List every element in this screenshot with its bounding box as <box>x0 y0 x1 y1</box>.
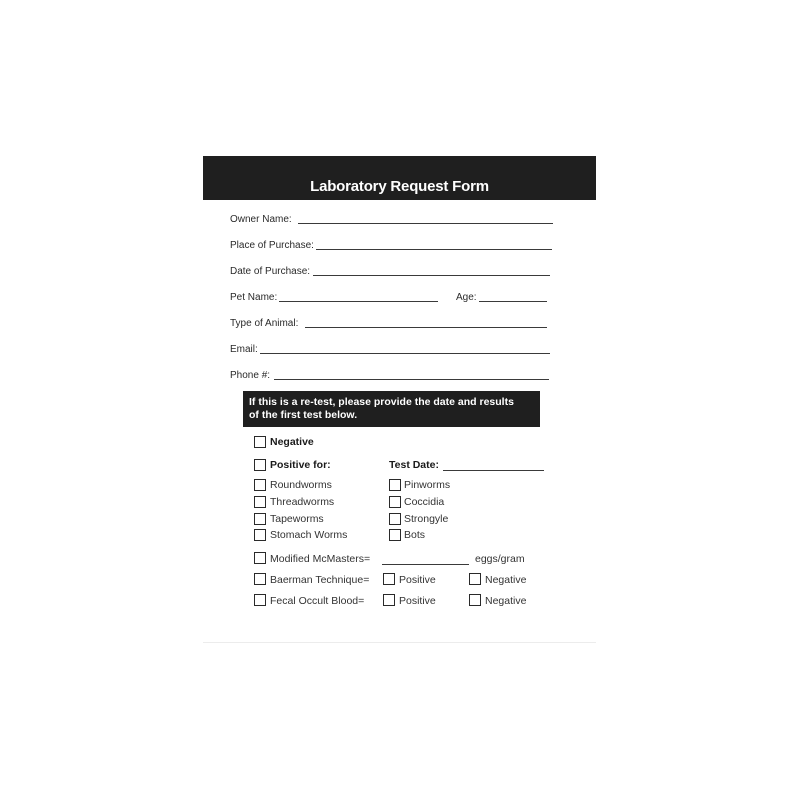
lab-request-form <box>203 156 596 643</box>
form-title: Laboratory Request Form <box>310 178 489 195</box>
type-of-animal-field[interactable] <box>305 327 547 328</box>
parasite-label: Bots <box>404 529 426 541</box>
parasite-label: Stomach Worms <box>270 529 348 541</box>
date-of-purchase-field[interactable] <box>313 275 550 276</box>
fecal-occult-checkbox[interactable] <box>254 594 266 606</box>
baerman-negative-checkbox[interactable] <box>469 573 481 585</box>
modified-mcmasters-label: Modified McMasters= <box>270 553 371 565</box>
stomach-worms-checkbox[interactable] <box>254 529 266 541</box>
age-label: Age: <box>456 292 477 303</box>
phone-label: Phone #: <box>230 370 271 381</box>
negative-label: Negative <box>270 436 314 448</box>
baerman-checkbox[interactable] <box>254 573 266 585</box>
place-of-purchase-label: Place of Purchase: <box>230 240 314 251</box>
fecal-occult-negative-label: Negative <box>485 595 527 607</box>
mcmasters-value-field[interactable] <box>382 564 469 565</box>
phone-field[interactable] <box>274 379 549 380</box>
date-of-purchase-label: Date of Purchase: <box>230 266 311 277</box>
parasite-label: Roundworms <box>270 479 332 491</box>
positive-for-label: Positive for: <box>270 459 331 471</box>
type-of-animal-label: Type of Animal: <box>230 318 299 329</box>
baerman-label: Baerman Technique= <box>270 574 370 586</box>
baerman-negative-label: Negative <box>485 574 527 586</box>
parasite-label: Pinworms <box>404 479 451 491</box>
parasite-label: Threadworms <box>270 496 335 508</box>
parasite-label: Coccidia <box>404 496 445 508</box>
threadworms-checkbox[interactable] <box>254 496 266 508</box>
strongyle-checkbox[interactable] <box>389 513 401 525</box>
parasite-label: Tapeworms <box>270 513 324 525</box>
retest-banner-line2: of the first test below. <box>249 409 358 421</box>
age-field[interactable] <box>479 301 547 302</box>
baerman-positive-label: Positive <box>399 574 436 586</box>
baerman-positive-checkbox[interactable] <box>383 573 395 585</box>
pet-name-field[interactable] <box>279 301 438 302</box>
bots-checkbox[interactable] <box>389 529 401 541</box>
email-label: Email: <box>230 344 258 355</box>
modified-mcmasters-checkbox[interactable] <box>254 552 266 564</box>
fecal-occult-positive-checkbox[interactable] <box>383 594 395 606</box>
form-header <box>203 156 596 200</box>
parasite-label: Strongyle <box>404 513 449 525</box>
fecal-occult-positive-label: Positive <box>399 595 436 607</box>
coccidia-checkbox[interactable] <box>389 496 401 508</box>
owner-name-label: Owner Name: <box>230 214 292 225</box>
email-field[interactable] <box>260 353 550 354</box>
fecal-occult-negative-checkbox[interactable] <box>469 594 481 606</box>
negative-checkbox[interactable] <box>254 436 266 448</box>
owner-name-field[interactable] <box>298 223 553 224</box>
fecal-occult-label: Fecal Occult Blood= <box>270 595 365 607</box>
test-date-label: Test Date: <box>389 459 439 471</box>
pet-name-label: Pet Name: <box>230 292 278 303</box>
retest-banner <box>243 391 540 427</box>
eggs-per-gram-label: eggs/gram <box>475 553 525 565</box>
roundworms-checkbox[interactable] <box>254 479 266 491</box>
positive-for-checkbox[interactable] <box>254 459 266 471</box>
test-date-field[interactable] <box>443 470 544 471</box>
tapeworms-checkbox[interactable] <box>254 513 266 525</box>
pinworms-checkbox[interactable] <box>389 479 401 491</box>
place-of-purchase-field[interactable] <box>316 249 552 250</box>
retest-banner-line1: If this is a re-test, please provide the date and results <box>249 396 514 408</box>
